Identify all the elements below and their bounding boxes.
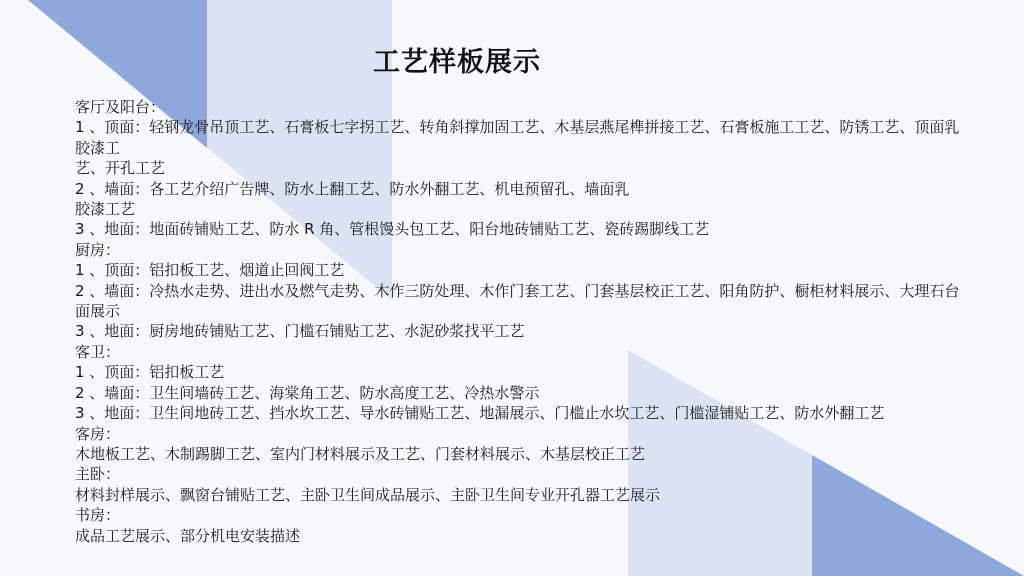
text-line: 艺、开孔工艺 <box>75 159 166 178</box>
text-line: 3 、地面：卫生间地砖工艺、挡水坎工艺、导水砖铺贴工艺、地漏展示、门槛止水坎工艺、门槛湿铺贴工艺、防水外翻工艺 <box>75 404 885 423</box>
text-line: 3 、地面：地面砖铺贴工艺、防水 R 角、管根馒头包工艺、阳台地砖铺贴工艺、瓷砖踢脚线工艺 <box>75 220 710 239</box>
text-line: 2 、墙面：各工艺介绍广告牌、防水上翻工艺、防水外翻工艺、机电预留孔、墙面乳 <box>75 179 630 198</box>
craft-description <box>75 97 960 546</box>
section-heading-master-bedroom: 主卧： <box>75 465 121 484</box>
section-heading-guest-room: 客房： <box>75 424 121 443</box>
slide-title: 工艺样板展示 <box>373 47 541 78</box>
text-line: 3 、地面：厨房地砖铺贴工艺、门槛石铺贴工艺、水泥砂浆找平工艺 <box>75 322 525 341</box>
text-line: 2 、墙面：冷热水走势、进出水及燃气走势、木作三防处理、木作门套工艺、门套基层校正工艺、阳角防护、橱柜材料展示、大理石台面展示 <box>75 281 960 321</box>
text-line: 1 、顶面：铝扣板工艺 <box>75 363 225 382</box>
text-line: 木地板工艺、木制踢脚工艺、室内门材料展示及工艺、门套材料展示、木基层校正工艺 <box>75 444 646 463</box>
section-heading-living-room: 客厅及阳台： <box>75 98 166 116</box>
text-line: 1 、顶面：铝扣板工艺、烟道止回阀工艺 <box>75 261 345 280</box>
text-line: 1 、顶面：轻钢龙骨吊顶工艺、石膏板七字拐工艺、转角斜撑加固工艺、木基层燕尾榫拼接工艺、石膏板施工工艺、防锈工艺、顶面乳胶漆工 <box>75 118 960 157</box>
section-heading-kitchen: 厨房： <box>75 240 121 259</box>
text-line: 成品工艺展示、部分机电安装描述 <box>75 526 301 545</box>
text-line: 胶漆工艺 <box>75 200 136 219</box>
section-heading-study: 书房： <box>75 506 121 525</box>
section-heading-guest-bathroom: 客卫： <box>75 342 121 361</box>
text-line: 2 、墙面：卫生间墙砖工艺、海棠角工艺、防水高度工艺、冷热水警示 <box>75 383 540 402</box>
text-line: 材料封样展示、飘窗台铺贴工艺、主卧卫生间成品展示、主卧卫生间专业开孔器工艺展示 <box>75 485 661 504</box>
